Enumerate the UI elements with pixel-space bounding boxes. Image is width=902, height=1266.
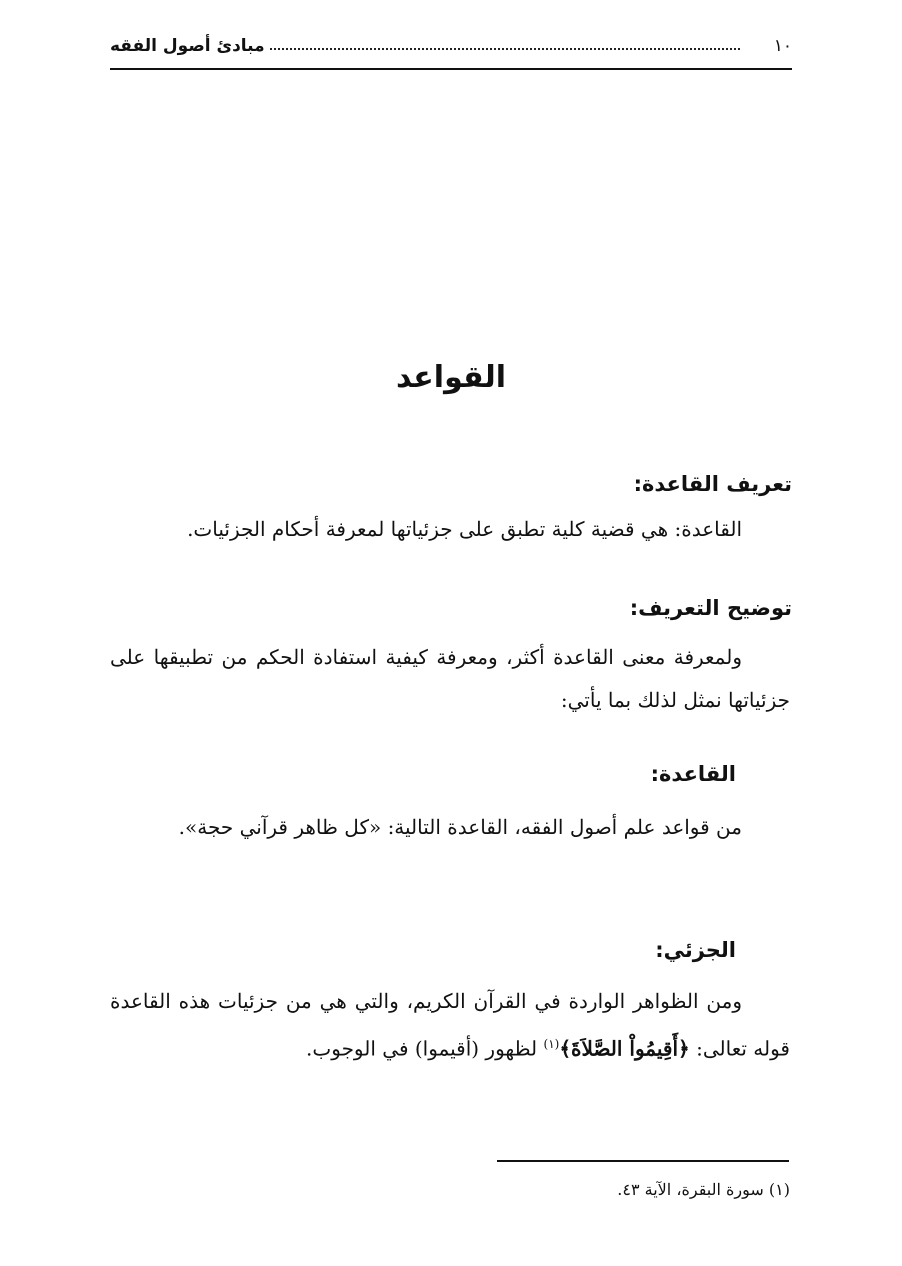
particular-text [110,980,790,1071]
definition-heading: تعريف القاعدة: [633,472,792,496]
header-dot-leader [270,48,740,50]
quran-verse: ﴿أَقِيمُواْ الصَّلاَةَ﴾ [559,1036,690,1061]
footnote: (١) سورة البقرة، الآية ٤٣. [617,1180,790,1199]
book-title: مبادئ أصول الفقه [110,36,265,56]
rule-text: من قواعد علم أصول الفقه، القاعدة التالية: «كل ظاهر قرآني حجة». [178,815,742,839]
chapter-title: القواعد [395,360,507,395]
footnote-rule [497,1160,789,1162]
running-header [110,34,792,70]
page-number: ١٠ [773,36,792,56]
particular-text-before: ومن الظواهر الواردة في القرآن الكريم، والتي هي من جزئيات هذه القاعدة قوله تعالى: [110,989,790,1061]
definition-text: القاعدة: هي قضية كلية تطبق على جزئياتها لمعرفة أحكام الجزئيات. [187,517,742,541]
particular-text-after: لظهور (أقيموا) في الوجوب. [306,1036,538,1061]
explanation-text: ولمعرفة معنى القاعدة أكثر، ومعرفة كيفية استفادة الحكم من تطبيقها على جزئياتها نمثل لذلك بما يأتي: [110,645,790,712]
header-rule [110,68,792,70]
footnote-marker: (١) [543,1037,560,1051]
explanation-heading: توضيح التعريف: [629,596,792,620]
rule-heading: القاعدة: [650,762,736,786]
particular-heading: الجزئي: [655,938,736,962]
